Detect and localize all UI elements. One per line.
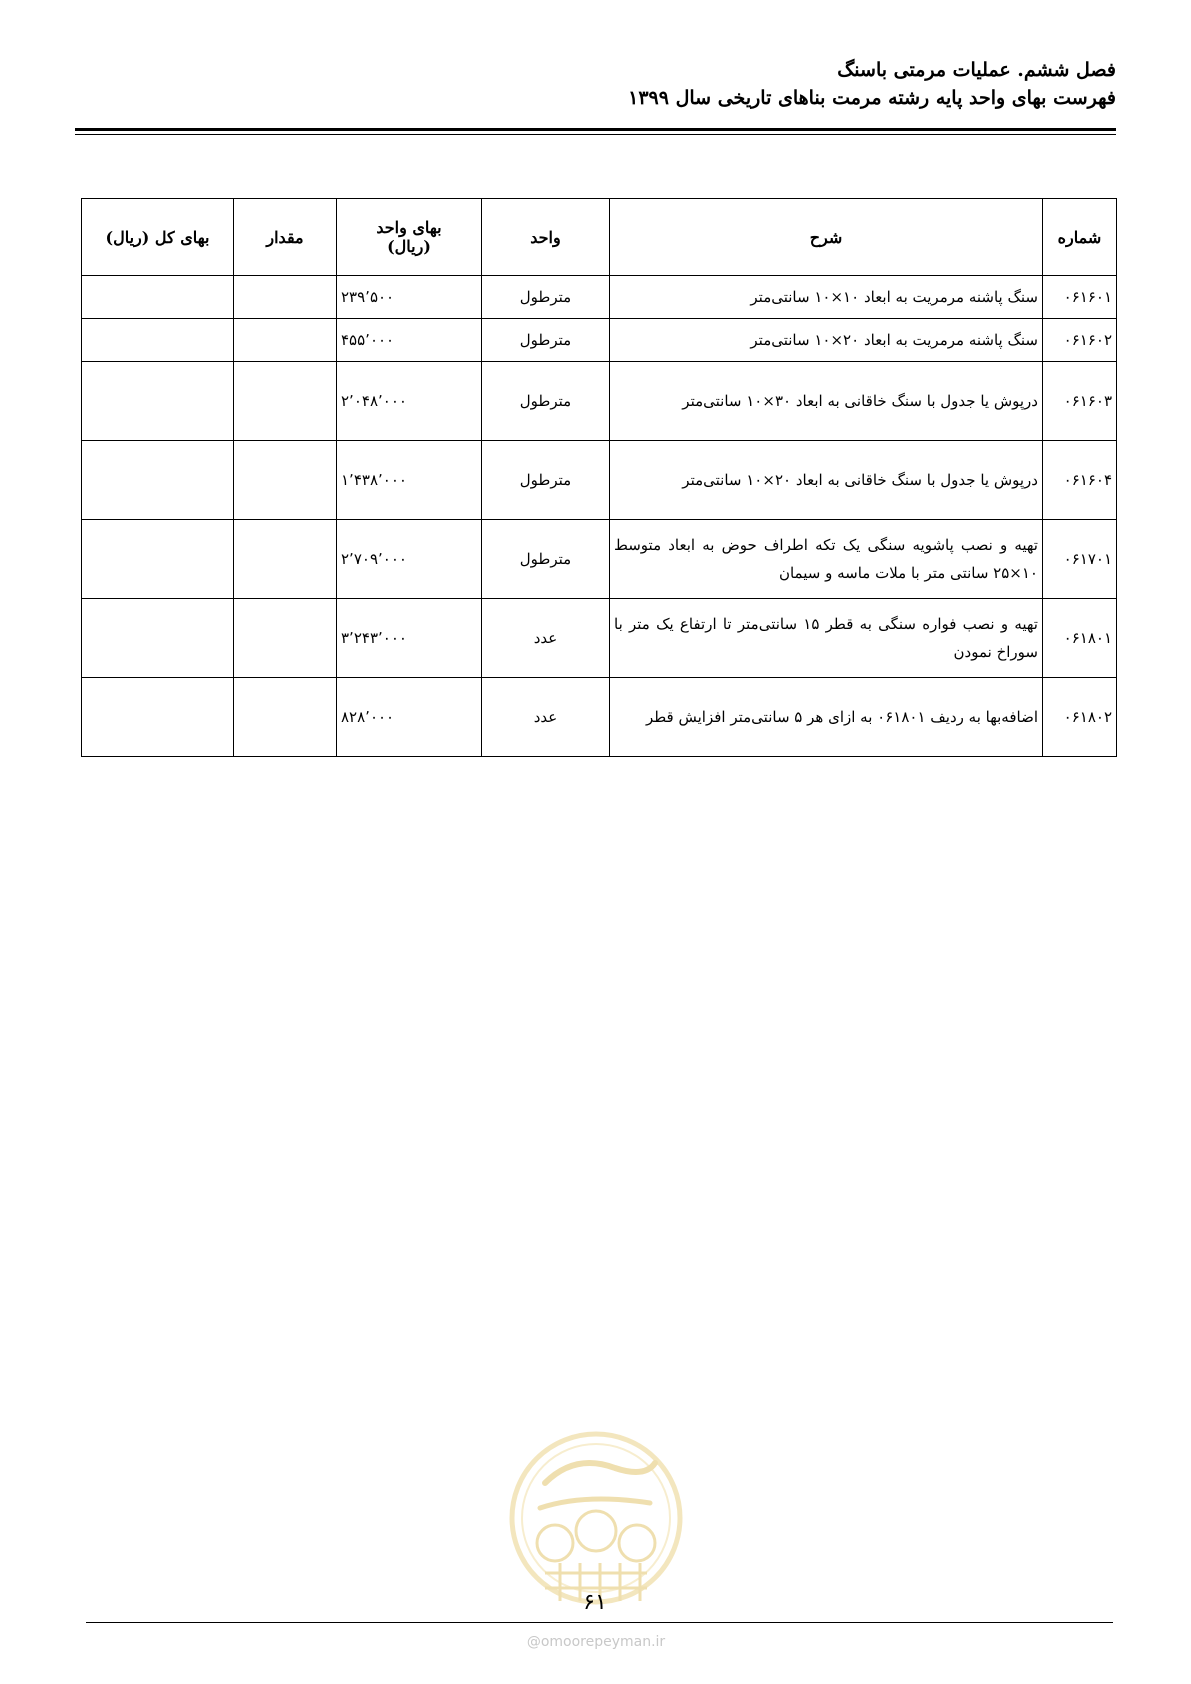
header-unit-price-currency: (ریال)	[387, 237, 431, 256]
row-unit: مترطول	[482, 362, 610, 441]
row-quantity	[234, 319, 337, 362]
row-unit: عدد	[482, 678, 610, 757]
row-quantity	[234, 276, 337, 319]
row-description: سنگ پاشنه مرمریت به ابعاد ۲۰×۱۰ سانتی‌متر	[610, 319, 1043, 362]
row-total	[82, 362, 234, 441]
row-unit: مترطول	[482, 520, 610, 599]
row-description: تهیه و نصب فواره سنگی به قطر ۱۵ سانتی‌متر تا ارتفاع یک متر با سوراخ نمودن	[610, 599, 1043, 678]
page-header	[75, 56, 1116, 112]
row-quantity	[234, 599, 337, 678]
table-row	[82, 276, 1117, 319]
row-number: ۰۶۱۶۰۱	[1043, 276, 1117, 319]
row-quantity	[234, 362, 337, 441]
table-row	[82, 678, 1117, 757]
row-total	[82, 319, 234, 362]
table-header-row	[82, 199, 1117, 276]
row-unit: مترطول	[482, 319, 610, 362]
header-unit-price-label: بهای واحد	[376, 218, 442, 237]
row-total	[82, 678, 234, 757]
row-unit-price: ۲۳۹٬۵۰۰	[337, 276, 482, 319]
website-watermark: @omoorepeyman.ir	[526, 1634, 666, 1650]
row-description: درپوش یا جدول با سنگ خاقانی به ابعاد ۳۰×۱۰ سانتی‌متر	[610, 362, 1043, 441]
header-rule-thin	[75, 134, 1116, 135]
page-number: ۶۱	[583, 1590, 607, 1615]
row-unit-price: ۲٬۰۴۸٬۰۰۰	[337, 362, 482, 441]
row-number: ۰۶۱۶۰۳	[1043, 362, 1117, 441]
row-number: ۰۶۱۸۰۱	[1043, 599, 1117, 678]
document-subtitle: فهرست بهای واحد پایه رشته مرمت بناهای تاریخی سال ۱۳۹۹	[628, 87, 1116, 109]
table-row	[82, 599, 1117, 678]
row-unit-price: ۳٬۲۴۳٬۰۰۰	[337, 599, 482, 678]
row-total	[82, 599, 234, 678]
table-row	[82, 520, 1117, 599]
row-description: درپوش یا جدول با سنگ خاقانی به ابعاد ۲۰×۱۰ سانتی‌متر	[610, 441, 1043, 520]
row-unit: مترطول	[482, 441, 610, 520]
row-quantity	[234, 520, 337, 599]
price-list-table	[81, 198, 1117, 757]
row-unit-price: ۱٬۴۳۸٬۰۰۰	[337, 441, 482, 520]
header-number: شماره	[1043, 199, 1117, 276]
row-description: اضافه‌بها به ردیف ۰۶۱۸۰۱ به ازای هر ۵ سانتی‌متر افزایش قطر	[610, 678, 1043, 757]
row-unit: مترطول	[482, 276, 610, 319]
table-row	[82, 441, 1117, 520]
row-unit-price: ۸۲۸٬۰۰۰	[337, 678, 482, 757]
footer-rule	[86, 1622, 1113, 1623]
table-row	[82, 319, 1117, 362]
row-number: ۰۶۱۶۰۴	[1043, 441, 1117, 520]
row-unit: عدد	[482, 599, 610, 678]
header-total-price: بهای کل (ریال)	[82, 199, 234, 276]
row-quantity	[234, 678, 337, 757]
row-description: سنگ پاشنه مرمریت به ابعاد ۱۰×۱۰ سانتی‌متر	[610, 276, 1043, 319]
row-number: ۰۶۱۷۰۱	[1043, 520, 1117, 599]
header-rule	[75, 128, 1116, 131]
header-quantity: مقدار	[234, 199, 337, 276]
header-unit-price	[337, 199, 482, 276]
header-description: شرح	[610, 199, 1043, 276]
row-number: ۰۶۱۶۰۲	[1043, 319, 1117, 362]
row-unit-price: ۲٬۷۰۹٬۰۰۰	[337, 520, 482, 599]
row-quantity	[234, 441, 337, 520]
header-unit: واحد	[482, 199, 610, 276]
row-total	[82, 276, 234, 319]
row-description: تهیه و نصب پاشویه سنگی یک تکه اطراف حوض به ابعاد متوسط ۱۰×۲۵ سانتی متر با ملات ماسه و سیمان	[610, 520, 1043, 599]
table-row	[82, 362, 1117, 441]
row-total	[82, 520, 234, 599]
row-number: ۰۶۱۸۰۲	[1043, 678, 1117, 757]
row-total	[82, 441, 234, 520]
chapter-title: فصل ششم. عملیات مرمتی باسنگ	[837, 59, 1116, 81]
row-unit-price: ۴۵۵٬۰۰۰	[337, 319, 482, 362]
